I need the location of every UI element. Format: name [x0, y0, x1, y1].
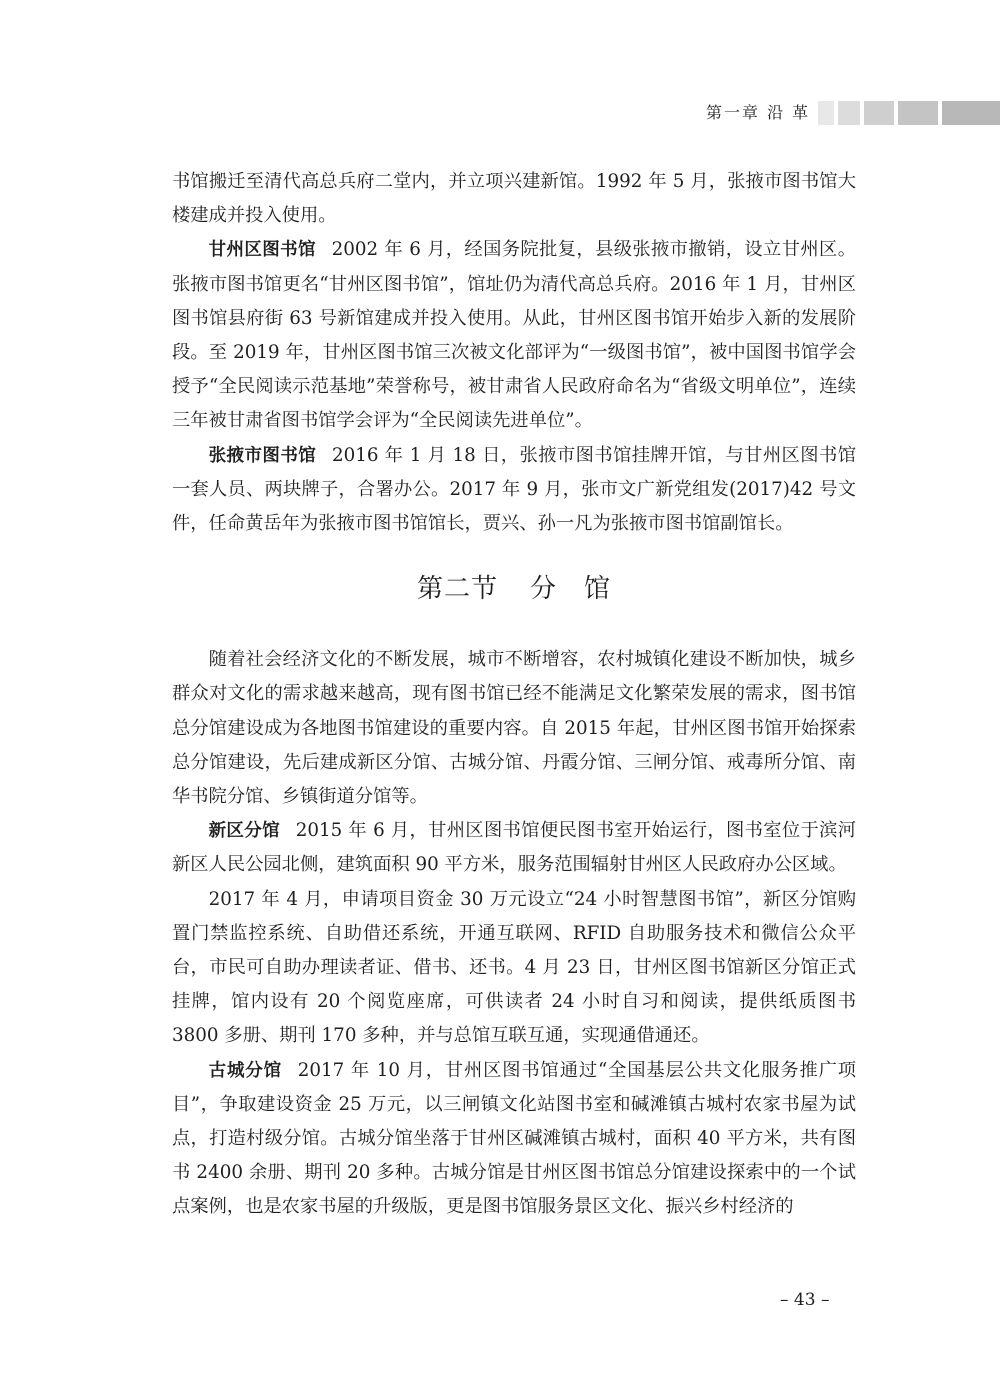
paragraph-text: 2016 年 1 月 18 日，张掖市图书馆挂牌开馆，与甘州区图书馆一套人员、两块牌子，合署办公。2017 年 9 月，张市文广新党组发(2017)42 号文件，任命黄岳年为张掖市图书馆馆长，贾兴、孙一凡为张掖市图书馆副馆长。: [172, 444, 856, 535]
paragraph: [172, 165, 856, 233]
header-gray-bar: [818, 101, 834, 125]
paragraph: [172, 1054, 856, 1225]
paragraph: [172, 233, 856, 438]
paragraph-lead: 甘州区图书馆: [208, 240, 316, 261]
header-gray-bar: [838, 101, 860, 125]
section-heading: [172, 569, 856, 609]
paragraph-text: 随着社会经济文化的不断发展，城市不断增容，农村城镇化建设不断加快，城乡群众对文化的需求越来越高，现有图书馆已经不能满足文化繁荣发展的需求，图书馆总分馆建设成为各地图书馆建设的重要内容。自 2015 年起，甘州区图书馆开始探索总分馆建设，先后建成新区分馆、古城分馆、丹霞分馆、三闸分馆、戒毒所分馆、南华书院分馆、乡镇街道分馆等。: [172, 649, 856, 808]
paragraph-lead: 古城分馆: [208, 1060, 282, 1081]
header-gray-bar: [864, 101, 894, 125]
running-header: [0, 98, 1000, 130]
section-number: 第二节: [416, 574, 498, 605]
page-body: [172, 165, 856, 1225]
paragraph-lead: 张掖市图书馆: [208, 445, 317, 466]
paragraph: [172, 643, 856, 814]
page-number: – 43 –: [780, 1290, 830, 1310]
paragraph-text: 2017 年 4 月，申请项目资金 30 万元设立“24 小时智慧图书馆”，新区分馆购置门禁监控系统、自助借还系统，开通互联网、RFID 自助服务技术和微信公众平台，市民可自助办理读者证、借书、还书。4 月 23 日，甘州区图书馆新区分馆正式挂牌，馆内设有 20 个阅览座席，可供读者 24 小时自习和阅读，提供纸质图书 3800 多册、期刊 170 多种，并与总馆互联互通，实现通借通还。: [172, 888, 856, 1047]
header-gray-bar: [898, 101, 938, 125]
paragraph-text: 书馆搬迁至清代高总兵府二堂内，并立项兴建新馆。1992 年 5 月，张掖市图书馆大楼建成并投入使用。: [172, 171, 856, 227]
paragraph: [172, 439, 856, 542]
section-name: 分 馆: [530, 574, 612, 605]
paragraph-text: 2002 年 6 月，经国务院批复，县级张掖市撤销，设立甘州区。张掖市图书馆更名“甘州区图书馆”，馆址仍为清代高总兵府。2016 年 1 月，甘州区图书馆县府街 63 号新馆建成并投入使用。从此，甘州区图书馆开始步入新的发展阶段。至 2019 年，甘州区图书馆三次被文化部评为“一级图书馆”，被中国图书馆学会授予“全民阅读示范基地”荣誉称号，被甘肃省人民政府命名为“省级文明单位”，连续三年被甘肃省图书馆学会评为“全民阅读先进单位”。: [172, 239, 856, 432]
paragraph: [172, 814, 856, 882]
paragraph-text: 2015 年 6 月，甘州区图书馆便民图书室开始运行，图书室位于滨河新区人民公园北侧，建筑面积 90 平方米，服务范围辐射甘州区人民政府办公区域。: [172, 820, 856, 876]
paragraph-text: 2017 年 10 月，甘州区图书馆通过“全国基层公共文化服务推广项目”，争取建设资金 25 万元，以三闸镇文化站图书室和碱滩镇古城村农家书屋为试点，打造村级分馆。古城分馆坐落于甘州区碱滩镇古城村，面积 40 平方米，共有图书 2400 余册、期刊 20 多种。古城分馆是甘州区图书馆总分馆建设探索中的一个试点案例，也是农家书屋的升级版，更是图书馆服务景区文化、振兴乡村经济的: [172, 1059, 856, 1218]
paragraph: [172, 883, 856, 1054]
chapter-title: 第一章 沿 革: [706, 103, 811, 122]
header-gray-bar: [942, 101, 1000, 125]
paragraph-lead: 新区分馆: [208, 821, 280, 842]
